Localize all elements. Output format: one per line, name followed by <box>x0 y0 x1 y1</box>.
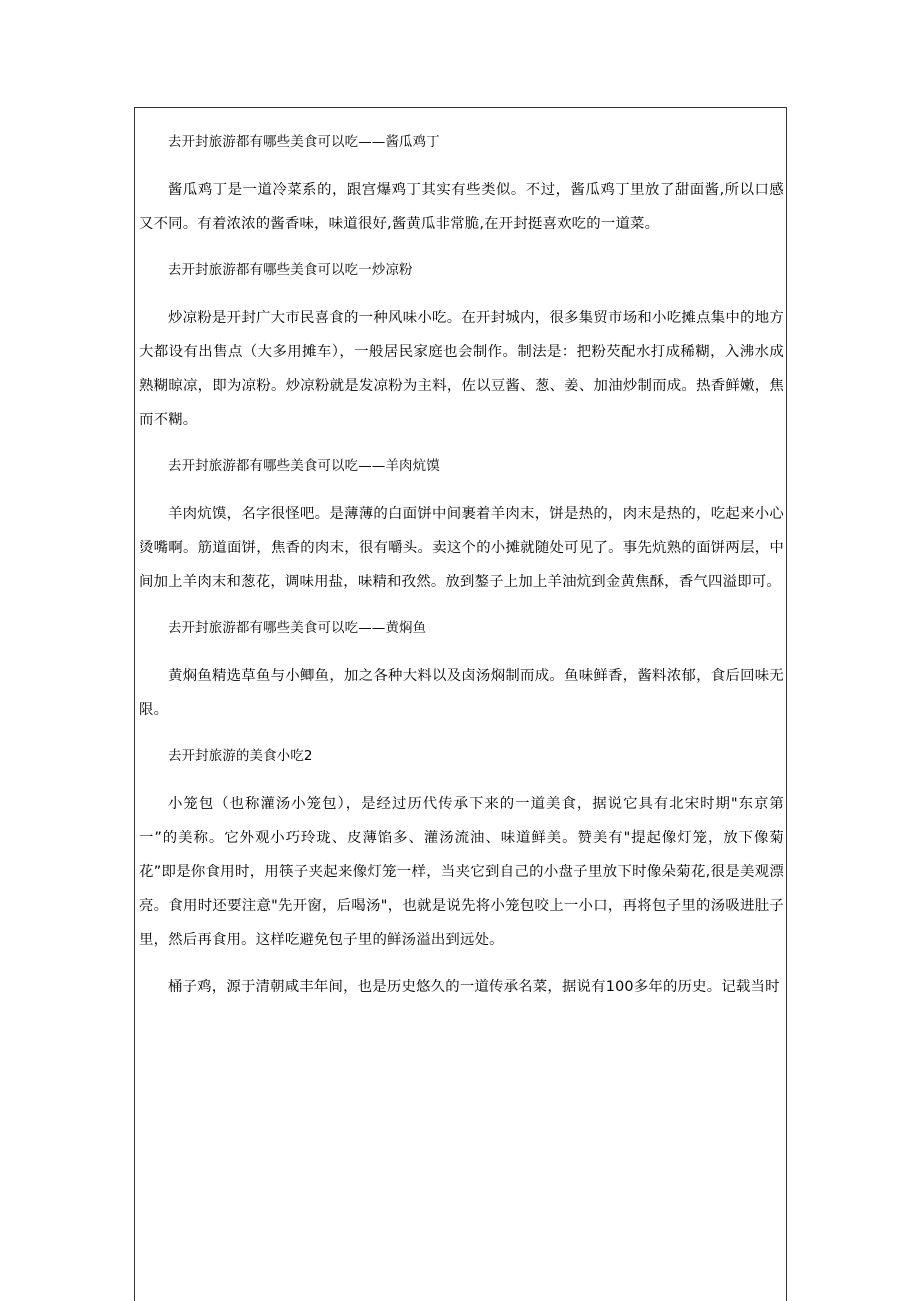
section-heading-jianggua-jiding: 去开封旅游都有哪些美食可以吃——酱瓜鸡丁 <box>168 135 440 150</box>
paragraph-jianggua-jiding: 酱瓜鸡丁是一道冷菜系的，跟宫爆鸡丁其实有些类似。不过，酱瓜鸡丁里放了甜面酱,所以口感又不同。有着浓浓的酱香味，味道很好,酱黄瓜非常脆,在开封挺喜欢吃的一道菜。 <box>139 182 784 232</box>
section-heading-yangrou-kangmo: 去开封旅游都有哪些美食可以吃——羊肉炕馍 <box>168 459 440 474</box>
paragraph-huangmen-yu: 黄焖鱼精选草鱼与小鲫鱼，加之各种大料以及卤汤焖制而成。鱼味鲜香，酱料浓郁，食后回味无限。 <box>139 668 784 718</box>
paragraph-tongzi-ji: 桶子鸡，源于清朝咸丰年间，也是历史悠久的一道传承名菜，据说有100多年的历史。记载当时 <box>168 979 780 995</box>
paragraph-chao-liangfen: 炒凉粉是开封广大市民喜食的一种风味小吃。在开封城内，很多集贸市场和小吃摊点集中的地方大都设有出售点（大多用摊车），一般居民家庭也会制作。制法是：把粉芡配水打成稀糊，入沸水成熟糊晾凉，即为凉粉。炒凉粉就是发凉粉为主料，佐以豆酱、葱、姜、加油炒制而成。热香鲜嫩，焦而不糊。 <box>139 310 784 428</box>
section-heading-huangmen-yu: 去开封旅游都有哪些美食可以吃——黄焖鱼 <box>168 621 427 636</box>
section-heading-meishi-xiaochi-2: 去开封旅游的美食小吃2 <box>168 749 313 764</box>
document-frame <box>134 107 787 1301</box>
section-heading-chao-liangfen: 去开封旅游都有哪些美食可以吃一炒凉粉 <box>168 263 413 278</box>
document-content <box>135 108 786 1004</box>
paragraph-xiaolongbao: 小笼包（也称灌汤小笼包），是经过历代传承下来的一道美食，据说它具有北宋时期"东京第一”的美称。它外观小巧玲珑、皮薄馅多、灌汤流油、味道鲜美。赞美有"提起像灯笼，放下像菊花”即是你食用时，用筷子夹起来像灯笼一样，当夹它到自己的小盘子里放下时像朵菊花,很是美观漂亮。食用时还要注意"先开窗，后喝汤"，也就是说先将小笼包咬上一小口，再将包子里的汤吸进肚子里，然后再食用。这样吃避免包子里的鲜汤溢出到远处。 <box>139 796 784 948</box>
paragraph-yangrou-kangmo: 羊肉炕馍，名字很怪吧。是薄薄的白面饼中间裹着羊肉末，饼是热的，肉末是热的，吃起来小心烫嘴啊。筋道面饼，焦香的肉末，很有嚼头。卖这个的小摊就随处可见了。事先炕熟的面饼两层，中间加上羊肉末和葱花，调味用盐，味精和孜然。放到鏊子上加上羊油炕到金黄焦酥，香气四溢即可。 <box>139 506 784 590</box>
